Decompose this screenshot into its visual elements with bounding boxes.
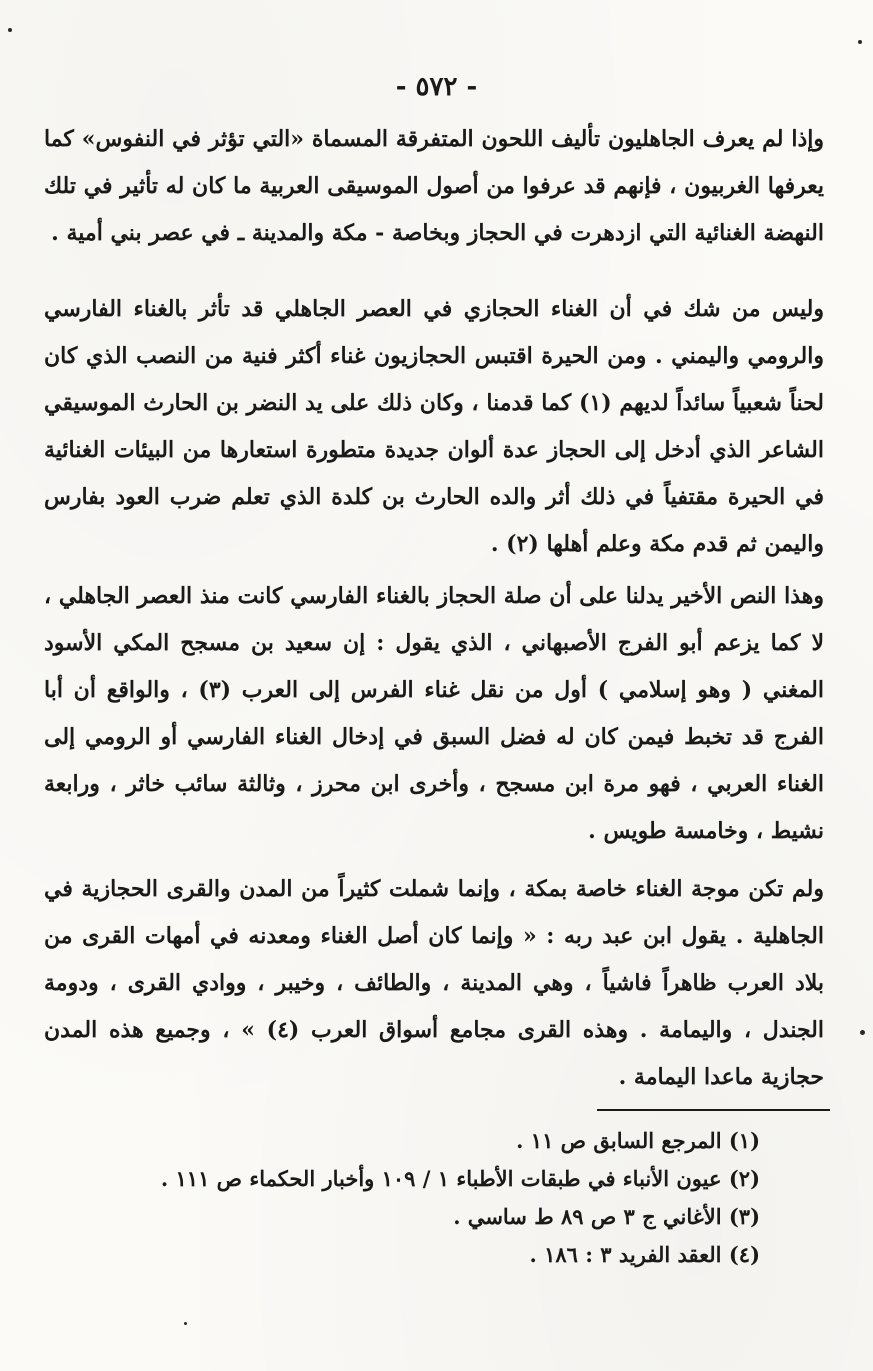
scan-speck [858,40,862,44]
footnote-1: (١) المرجع السابق ص ١١ . [516,1128,760,1153]
paragraph-text: وليس من شك في أن الغناء الحجازي في العصر الجاهلي قد تأثر بالغناء الفارسي والرومي واليمني . ومن الحيرة اقتبس الحجازيون غناء أكثر فنية من النصب الذي كان لحناً شعبياً سائداً لديهم (١) كما قدمنا ، وكان ذلك على يد النضر بن الحارث الموسيقي الشاعر الذي أدخل إلى الحجاز عدة ألوان جديدة متطورة استعارها من البيئات الغنائية في الحيرة مقتفياً في ذلك أثر والده الحارث بن كلدة الذي تعلم ضرب العود بفارس واليمن ثم قدم مكة وعلم أهلها (٢) . [44,296,824,557]
footnotes-list [100,1122,760,1274]
scan-speck [184,1322,187,1325]
paragraph-2 [44,286,824,568]
paragraph-4 [44,866,824,1101]
paragraph-3 [44,573,824,855]
footnote-divider [597,1109,830,1111]
scan-speck [8,28,12,32]
scan-speck [860,1030,865,1035]
footnote-3: (٣) الأغاني ج ٣ ص ٨٩ ط ساسي . [453,1204,760,1229]
page-number: - ٥٧٢ - [395,72,478,102]
footnote-4: (٤) العقد الفريد ٣ : ١٨٦ . [529,1242,760,1267]
paragraph-text: وإذا لم يعرف الجاهليون تأليف اللحون المتفرقة المسماة «التي تؤثر في النفوس» كما يعرفها الغربيون ، فإنهم قد عرفوا من أصول الموسيقى العربية ما كان له تأثير في تلك النهضة الغنائية التي ازدهرت في الحجاز وبخاصة - مكة والمدينة ـ في عصر بني أمية . [44,126,824,246]
paragraph-1 [44,116,824,257]
paragraph-text: وهذا النص الأخير يدلنا على أن صلة الحجاز بالغناء الفارسي كانت منذ العصر الجاهلي ، لا كما يزعم أبو الفرج الأصبهاني ، الذي يقول : إن سعيد بن مسجح المكي الأسود المغني ( وهو إسلامي ) أول من نقل غناء الفرس إلى العرب (٣) ، والواقع أن أبا الفرج قد تخبط فيمن كان له فضل السبق في إدخال الغناء الفارسي أو الرومي إلى الغناء العربي ، فهو مرة ابن مسجح ، وأخرى ابن محرز ، وثالثة سائب خاثر ، ورابعة نشيط ، وخامسة طويس . [44,583,824,844]
paragraph-text: ولم تكن موجة الغناء خاصة بمكة ، وإنما شملت كثيراً من المدن والقرى الحجازية في الجاهلية . يقول ابن عبد ربه : « وإنما كان أصل الغناء ومعدنه في أمهات القرى من بلاد العرب ظاهراً فاشياً ، وهي المدينة ، والطائف ، وخيبر ، ووادي القرى ، ودومة الجندل ، واليمامة . وهذه القرى مجامع أسواق العرب (٤) » ، وجميع هذه المدن حجازية ماعدا اليمامة . [44,876,824,1090]
footnote-2: (٢) عيون الأنباء في طبقات الأطباء ١ / ١٠٩ وأخبار الحكماء ص ١١١ . [160,1166,760,1191]
